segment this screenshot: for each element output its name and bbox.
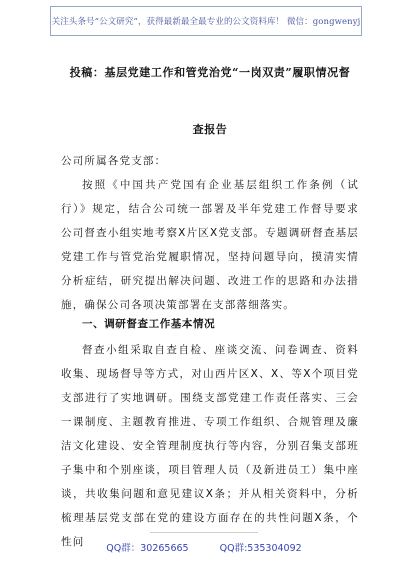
document-title-line2: 查报告 xyxy=(192,123,228,136)
footer-divider xyxy=(150,532,258,533)
document-title-line1: 投稿：基层党建工作和管党治党“一岗双责”履职情况督 xyxy=(69,66,351,79)
footer-qq-group-2: QQ群:535304092 xyxy=(219,543,302,554)
paragraph-section1: 督查小组采取自查自检、座谈交流、问卷调查、资料收集、现场督导等方式，对山西片区X、X、等X个项目党支部进行了实地调研。围绕支部党建工作责任落实、三会一课制度、主题教育推进、专项工作组织、合规管理及廉洁文化建设、安全管理制度执行等内容，分别召集支部班子集中和个别座谈，项目管理人员（及新进员工）集中座谈，共收集问题和意见建议X条；并从相关资料中，分析梳理基层党支部在党的建设方面存在的共性问题X条，个性问 xyxy=(61,344,359,548)
section-heading-1: 一、调研督查工作基本情况 xyxy=(82,318,216,330)
paragraph-intro: 按照《中国共产党国有企业基层组织工作条例（试行）》规定，结合公司统一部署及半年党建工作督导要求公司督查小组实地考察X片区X党支部。专题调研督查基层党建工作与管党治党履职情况，坚持问题导向，摸清实情分析症结，研究提出解决问题、改进工作的思路和办法措施，确保公司各项决策部署在支部落细落实。 xyxy=(61,179,359,311)
footer xyxy=(0,540,408,554)
salutation: 公司所属各党支部： xyxy=(61,155,167,167)
header-banner: 关注头条号“公文研究”，获得最新最全最专业的公文资料库！ 微信：gongwenyj xyxy=(50,6,362,36)
footer-qq-group-1: QQ群：30265665 xyxy=(106,543,189,554)
